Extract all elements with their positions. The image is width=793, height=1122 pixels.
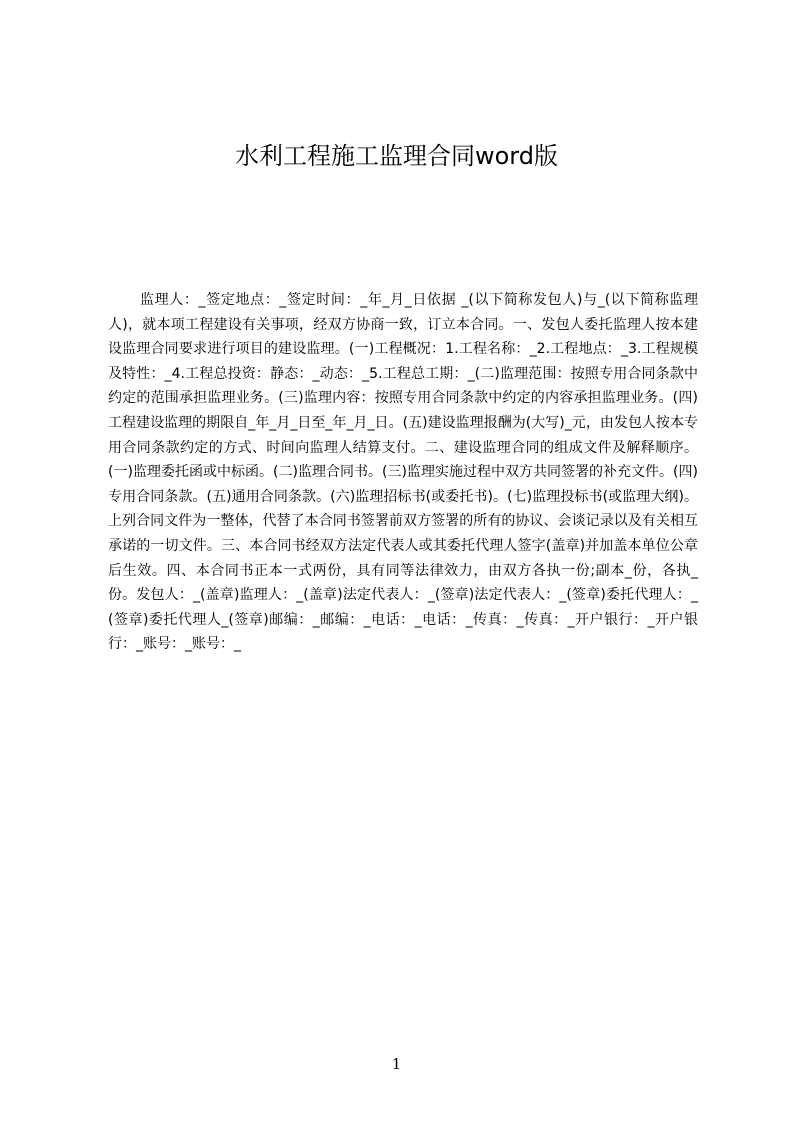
contract-body-text: 监理人：_签定地点：_签定时间：_年_月_日依据 _(以下简称发包人)与_(以下简称监理人)，就本项工程建设有关事项，经双方协商一致，订立本合同。一、发包人委托监理人按本建设监理合同要求进行项目的建设监理。(一)工程概况：1.工程名称：_2.工程地点：_3.工程规模及特性：_4.工程总投资：静态：_动态：_5.工程总工期：_(二)监理范围：按照专用合同条款中约定的范围承担监理业务。(三)监理内容：按照专用合同条款中约定的内容承担监理业务。(四)工程建设监理的期限自_年_月_日至_年_月_日。(五)建设监理报酬为(大写)_元，由发包人按本专用合同条款约定的方式、时间向监理人结算支付。二、建设监理合同的组成文件及解释顺序。(一)监理委托函或中标函。(二)监理合同书。(三)监理实施过程中双方共同签署的补充文件。(四)专用合同条款。(五)通用合同条款。(六)监理招标书(或委托书)。(七)监理投标书(或监理大纲)。上列合同文件为一整体，代替了本合同书签署前双方签署的所有的协议、会谈记录以及有关相互承诺的一切文件。三、本合同书经双方法定代表人或其委托代理人签字(盖章)并加盖本单位公章后生效。四、本合同书正本一式两份，具有同等法律效力，由双方各执一份;副本_份，各执_份。发包人：_(盖章)监理人：_(盖章)法定代表人：_(签章)法定代表人：_(签章)委托代理人：_(签章)委托代理人_(签章)邮编：_邮编：_电话：_电话：_传真：_传真：_开户银行：_开户银行：_账号：_账号：_ (108, 292, 698, 653)
document-title: 水利工程施工监理合同word版 (235, 142, 558, 170)
page-number: 1 (391, 1055, 402, 1073)
